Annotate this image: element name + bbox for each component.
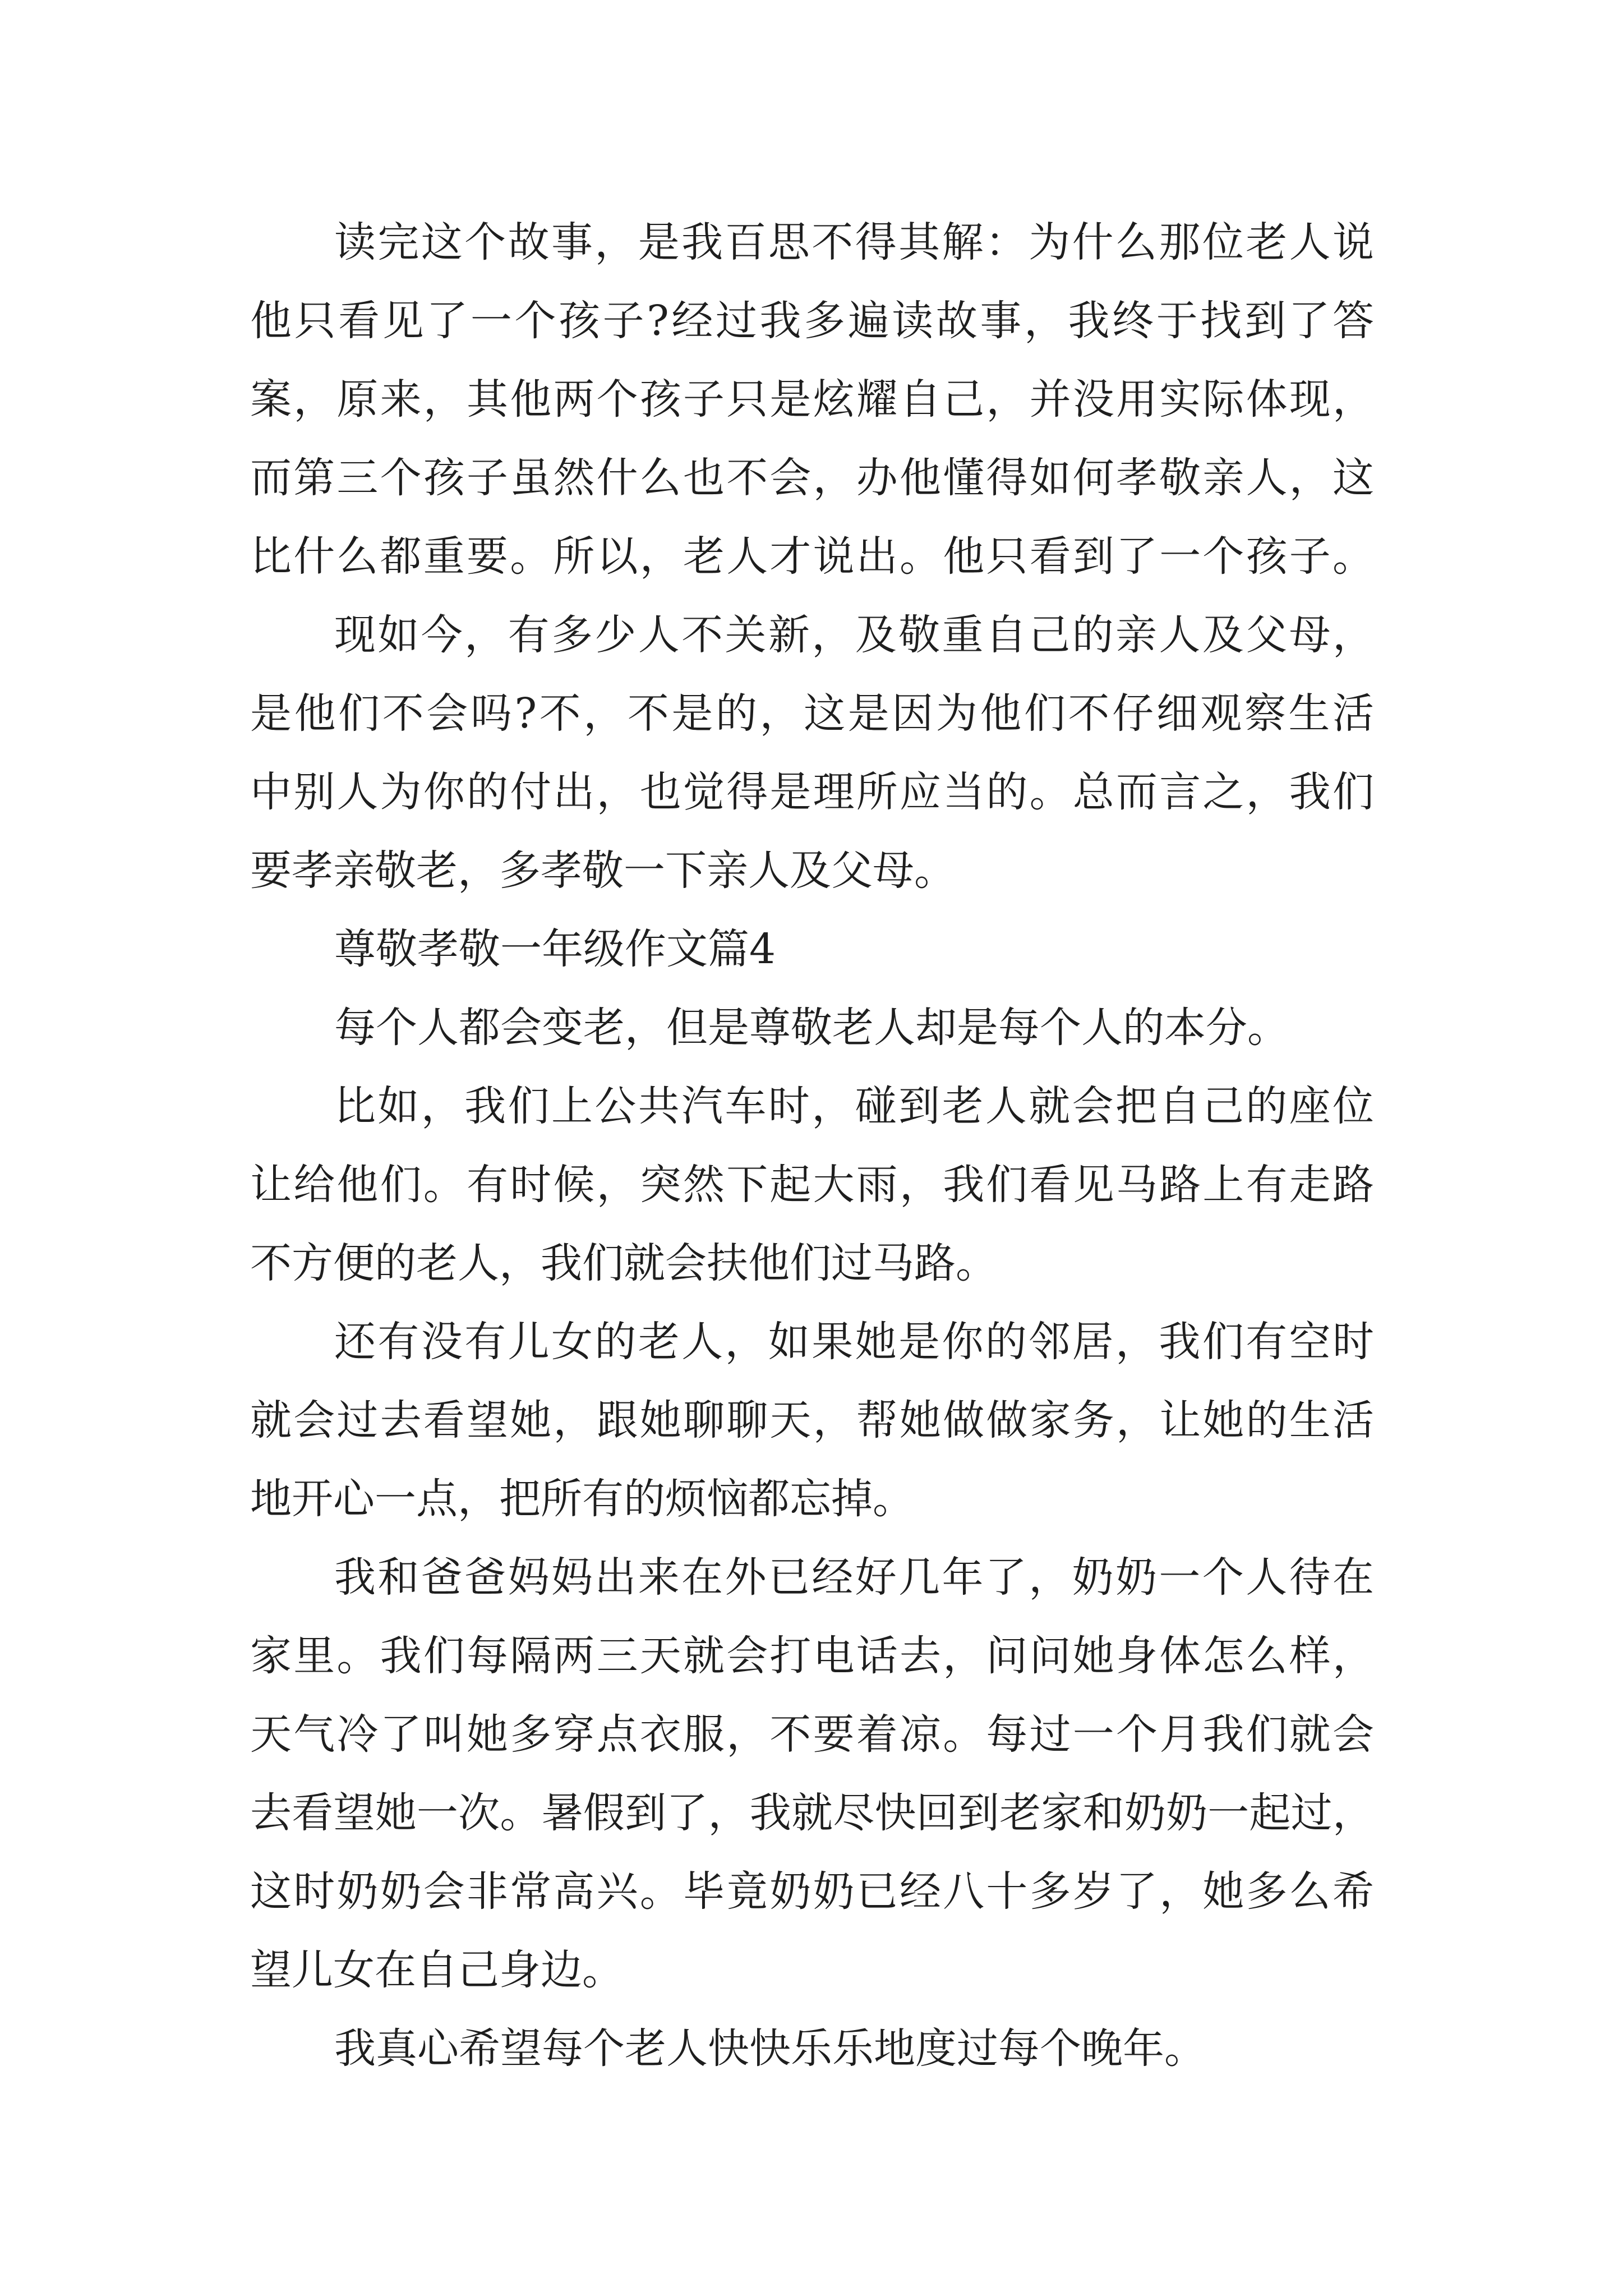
paragraph-7-line-1: 我和爸爸妈妈出来在外已经好几年了，奶奶一个人待在 (334, 1553, 1374, 1602)
paragraph-7-line-3: 天气冷了叫她多穿点衣服，不要着凉。每过一个月我们就会 (250, 1710, 1374, 1759)
section-heading: 尊敬孝敬一年级作文篇4 (334, 925, 776, 973)
paragraph-5-line-3: 不方便的老人，我们就会扶他们过马路。 (250, 1239, 997, 1287)
paragraph-1-line-2: 他只看见了一个孩子?经过我多遍读故事，我终于找到了答 (250, 297, 1374, 345)
paragraph-5-line-2: 让给他们。有时候，突然下起大雨，我们看见马路上有走路 (250, 1161, 1374, 1209)
paragraph-2-line-2: 是他们不会吗?不，不是的，这是因为他们不仔细观察生活 (250, 689, 1374, 738)
paragraph-4-line-1: 每个人都会变老，但是尊敬老人却是每个人的本分。 (334, 1004, 1289, 1052)
paragraph-8-line-1: 我真心希望每个老人快快乐乐地度过每个晚年。 (334, 2024, 1206, 2073)
paragraph-7-line-5: 这时奶奶会非常高兴。毕竟奶奶已经八十多岁了，她多么希 (250, 1867, 1374, 1916)
paragraph-1-line-3: 案，原来，其他两个孩子只是炫耀自己，并没用实际体现， (250, 375, 1374, 424)
paragraph-1-line-5: 比什么都重要。所以，老人才说出。他只看到了一个孩子。 (250, 532, 1374, 581)
paragraph-1-line-4: 而第三个孩子虽然什么也不会，办他懂得如何孝敬亲人，这 (250, 454, 1374, 502)
paragraph-2-line-3: 中别人为你的付出，也觉得是理所应当的。总而言之，我们 (250, 768, 1374, 816)
paragraph-7-line-4: 去看望她一次。暑假到了，我就尽快回到老家和奶奶一起过， (250, 1789, 1374, 1837)
paragraph-7-line-6: 望儿女在自己身边。 (250, 1946, 624, 1994)
paragraph-6-line-2: 就会过去看望她，跟她聊聊天，帮她做做家务，让她的生活 (250, 1396, 1374, 1444)
paragraph-6-line-1: 还有没有儿女的老人，如果她是你的邻居，我们有空时 (334, 1318, 1374, 1366)
paragraph-2-line-4: 要孝亲敬老，多孝敬一下亲人及父母。 (250, 846, 956, 895)
paragraph-5-line-1: 比如，我们上公共汽车时，碰到老人就会把自己的座位 (334, 1082, 1374, 1130)
paragraph-6-line-3: 地开心一点，把所有的烦恼都忘掉。 (250, 1475, 914, 1523)
paragraph-7-line-2: 家里。我们每隔两三天就会打电话去，问问她身体怎么样， (250, 1632, 1374, 1680)
paragraph-1-line-1: 读完这个故事，是我百思不得其解：为什么那位老人说 (334, 218, 1374, 266)
paragraph-2-line-1: 现如今，有多少人不关新，及敬重自己的亲人及父母， (334, 611, 1374, 659)
